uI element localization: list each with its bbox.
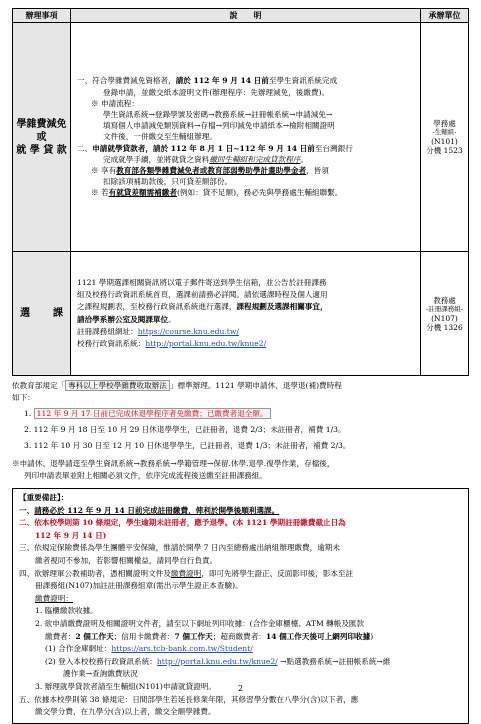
info-table <box>12 8 469 376</box>
description-course-selection: 1121 學期選課相關資訊將以電子郵件寄送到學生信箱，並公告於註冊課務 組及校務行政資訊系統首頁，選課前請務必詳閱。請依選課時程及個人適用 之課程規劃表，至校務行政資訊系統進行選課，課程規劃及選課相關事宜， 請洽學系辦公室及閱課單位。 註冊課務組網址：https://course.knu.edu.tw/ 校務行政資訊系統：http://portal.knu.edu.tw/knue2/ <box>71 252 421 376</box>
important-notes-box: 【重要備註】： 一、請務必於 112 年 9 月 14 日前完成註冊繳費，俾利於開學後順利選課。 二、依本校學則第 10 條規定，學生逾期未註冊者，應予退學。(本 1121 學期註冊繳費截止日為 112 年 9 月 14 日) 三、依規定保險費係為學生團體平安保險，惟請於開學 7 日內至總務處出納組辦理繳費，逾期未 繳者視同不參加，若影響相關權益，請同學自行負責。 四、欲辦理軍公教補助者，憑相關證明文件及繳費證明，即可先將學生證正、反面影印後，影本至註 冊課務組(N107)加註註冊課務組章(需出示學生證正本查驗)。 繳費證明： 1. 臨櫃繳款收據。 2. 欲申請繳費證明及相關證明文件者，請至以下網址列印收據：(合作金庫櫃檯、ATM 轉帳及匯款 繳費者：2 個工作天；信用卡繳費者：7 個工作天；超商繳費者：14 個工作天後可上網列印收據) (1) 合作金庫網址：https://ars.tcb-bank.com.tw/Student/ (2) 登入本校校務行政資訊系統：http://portal.knu.edu.tw/knue2/ →點選教務系統→註冊帳系統→維 護作業→查詢繳費狀況 3. 辦理就學貸款者請至生輔組(N101)申請就貸證明。 五、依據本校學則第 38 條規定：日間部學生若延長修業年限，其修習學分數在八學分(含)以下者，應 繳交學分費，在九學分(含)以上者，繳交全額學雜費。 <box>12 488 469 724</box>
portal-link-notes[interactable]: http://portal.knu.edu.tw/knue2/ <box>156 656 278 666</box>
header-item: 辦理事項 <box>13 9 71 23</box>
tcb-bank-link[interactable]: https://ars.tcb-bank.com.tw/Student/ <box>111 644 253 654</box>
page-number: 2 <box>237 684 244 693</box>
header-unit: 承辦單位 <box>421 9 469 23</box>
header-description: 說 明 <box>71 9 421 23</box>
unit-student-affairs: 學務處 -生輔組- (N101) 分機 1523 <box>421 23 469 252</box>
item-tuition-reduction: 學雜費減免 或 就 學 貸 款 <box>13 23 71 252</box>
table-row-tuition-reduction <box>13 23 469 252</box>
refund-section: 依教育部規定「 專科以上學校學雜費收取辦法 」標準辦理。1121 學期申請休、退學退(補)費時程 如下： 1. 112 年 9 月 17 日前已完成休退學程序者免繳費；已繳費者退全額。 2. 112 年 9 月 18 日至 10 月 29 日休退學學生，已註冊者，退費 2/3；未註冊者，補費 1/3。 3. 112 年 10 月 30 日至 12 月 10 日休退學學生，已註冊者，退費 1/3；未註冊者，補費 2/3。 ※申請休、退學請逕至學生資訊系統→教務系統→學籍管理→保留.休學.退學.復學作業，存檔後， 列印申請表單並附上相關必須文件，依序完成流程後送繳至註冊課務組。 <box>12 381 351 480</box>
table-header-row <box>13 9 469 23</box>
portal-link[interactable]: http://portal.knu.edu.tw/knue2/ <box>145 338 267 348</box>
unit-academic-affairs: 教務處 -註冊課務組- (N107) 分機 1326 <box>421 252 469 376</box>
description-tuition-reduction: 一、符合學雜費減免資格者，請於 112 年 9 月 14 日前至學生資訊系統完成 登錄申請，並繳交紙本證明文件(辦理程序：先辦理減免，後繳費)。 ※ 申請流程： 學生資訊系統→登錄學號及密碼→教務系統→註冊帳系統→申請減免→ 填寫個人申請減免類別資料→存檔→列印減免申請紙本→檢附相關證明 文件後，一併繳交至生輔組辦理。 二、申請就學貸款者，請於 112 年 8 月 1 日~112 年 9 月 14 日前至台灣銀行 完成就學手續，並將就貸之資料繳回生輔組和完成貸款程序。 ※ 享有教育部各類學雜費減免者或教育部弱勢助學計畫助學金者，皆須 扣除該項補助款後，只可貸差額部份。 ※ 若有就貸差額需補繳者(例如：貸不足額)，務必先與學務處生輔組聯繫。 <box>71 23 421 252</box>
item-course-selection: 選 課 <box>13 252 71 376</box>
course-site-link[interactable]: https://course.knu.edu.tw/ <box>137 326 239 336</box>
table-row-course-selection <box>13 252 469 376</box>
page <box>12 8 469 724</box>
